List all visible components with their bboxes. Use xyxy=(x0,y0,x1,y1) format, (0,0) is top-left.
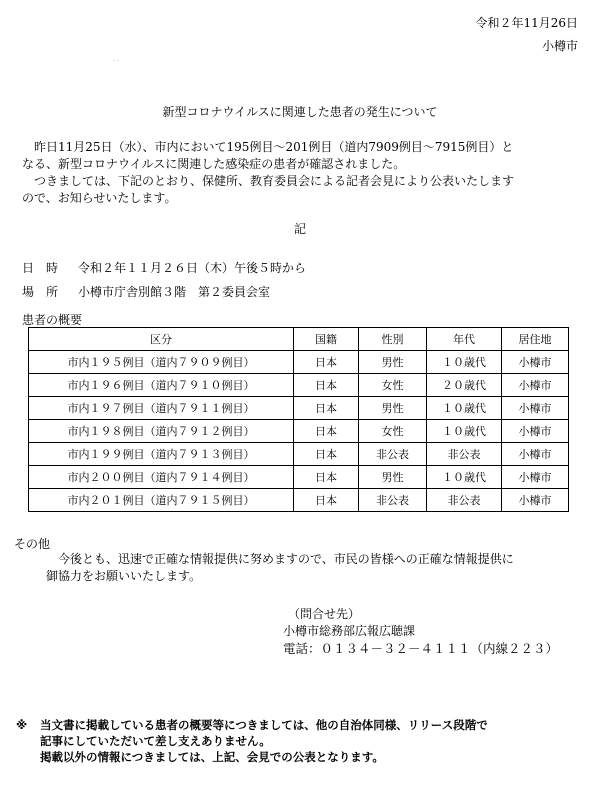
note-block xyxy=(40,717,590,765)
patients-table xyxy=(28,327,569,512)
contact-phone: 電話：０１３４－３２－４１１１（内線２２３） xyxy=(283,641,559,656)
other-heading: その他 xyxy=(14,537,51,551)
cell-category: 市内１９９例目（道内７９１３例目） xyxy=(29,443,294,466)
table-row xyxy=(29,420,569,443)
cell-category: 市内１９５例目（道内７９０９例目） xyxy=(29,351,294,374)
cell-nationality: 日本 xyxy=(294,443,359,466)
table-row xyxy=(29,374,569,397)
table-row xyxy=(29,466,569,489)
contact-label: （問合せ先） xyxy=(288,607,361,621)
schedule-date-value: 令和２年１１月２６日（木）午後５時から xyxy=(78,261,307,275)
schedule-place-value: 小樽市庁舎別館３階 第２委員会室 xyxy=(78,285,271,299)
table-row xyxy=(29,351,569,374)
cell-nationality: 日本 xyxy=(294,374,359,397)
note-line-3: 掲載以外の情報につきましては、上記、会見での公表となります。 xyxy=(40,750,384,764)
cell-nationality: 日本 xyxy=(294,466,359,489)
schedule-date-label: 日 時 xyxy=(22,261,59,275)
cell-sex: 非公表 xyxy=(359,443,427,466)
col-header: 居住地 xyxy=(502,328,569,351)
table-row xyxy=(29,489,569,512)
cell-sex: 女性 xyxy=(359,374,427,397)
document-title: 新型コロナウイルスに関連した患者の発生について xyxy=(162,105,438,119)
intro-paragraph xyxy=(22,139,582,207)
intro-line-2: なる、新型コロナウイルスに関連した感染症の患者が確認されました。 xyxy=(22,157,406,171)
cell-category: 市内１９８例目（道内７９１２例目） xyxy=(29,420,294,443)
table-row xyxy=(29,397,569,420)
cell-sex: 非公表 xyxy=(359,489,427,512)
other-line-2: 御協力をお願いいたします。 xyxy=(46,569,202,583)
cell-nationality: 日本 xyxy=(294,420,359,443)
cell-age: １０歳代 xyxy=(427,351,502,374)
cell-age: ２０歳代 xyxy=(427,374,502,397)
other-line-1: 今後とも、迅速で正確な情報提供に努めますので、市民の皆様への正確な情報提供に xyxy=(58,552,514,566)
cell-sex: 男性 xyxy=(359,466,427,489)
cell-sex: 男性 xyxy=(359,397,427,420)
ki-heading: 記 xyxy=(293,222,306,236)
cell-sex: 男性 xyxy=(359,351,427,374)
other-paragraph xyxy=(46,551,586,585)
cell-sex: 女性 xyxy=(359,420,427,443)
cell-residence: 小樽市 xyxy=(502,374,569,397)
cell-residence: 小樽市 xyxy=(502,420,569,443)
intro-line-4: ので、お知らせいたします。 xyxy=(22,191,177,205)
schedule-place-label: 場 所 xyxy=(22,285,59,299)
intro-line-1: 昨日11月25日（水）、市内において195例目～201例目（道内7909例目～7915例目）と xyxy=(22,140,514,154)
col-header: 年代 xyxy=(427,328,502,351)
cell-age: １０歳代 xyxy=(427,420,502,443)
cell-nationality: 日本 xyxy=(294,397,359,420)
cell-age: １０歳代 xyxy=(427,466,502,489)
cell-residence: 小樽市 xyxy=(502,489,569,512)
issuing-org: 小樽市 xyxy=(541,39,578,53)
col-header: 性別 xyxy=(359,328,427,351)
release-date: 令和２年11月26日 xyxy=(475,16,578,30)
scan-mark: · · xyxy=(113,58,119,65)
note-line-1: 当文書に掲載している患者の概要等につきましては、他の自治体同様、リリース段階で xyxy=(40,718,488,732)
cell-age: １０歳代 xyxy=(427,397,502,420)
cell-residence: 小樽市 xyxy=(502,443,569,466)
cell-age: 非公表 xyxy=(427,489,502,512)
intro-line-3: つきましては、下記のとおり、保健所、教育委員会による記者会見により公表いたします xyxy=(22,174,515,188)
table-row xyxy=(29,443,569,466)
contact-department: 小樽市総務部広報広聴課 xyxy=(283,624,416,638)
cell-nationality: 日本 xyxy=(294,351,359,374)
cell-residence: 小樽市 xyxy=(502,466,569,489)
table-header-row xyxy=(29,328,569,351)
note-mark: ※ xyxy=(16,718,28,732)
cell-residence: 小樽市 xyxy=(502,397,569,420)
cell-category: 市内１９６例目（道内７９１０例目） xyxy=(29,374,294,397)
cell-category: 市内１９７例目（道内７９１１例目） xyxy=(29,397,294,420)
cell-category: 市内２０１例目（道内７９１５例目） xyxy=(29,489,294,512)
cell-nationality: 日本 xyxy=(294,489,359,512)
patients-heading: 患者の概要 xyxy=(22,313,83,327)
note-line-2: 記事にしていただいて差し支えありません。 xyxy=(40,734,271,748)
cell-category: 市内２００例目（道内７９１４例目） xyxy=(29,466,294,489)
col-header: 区分 xyxy=(29,328,294,351)
cell-residence: 小樽市 xyxy=(502,351,569,374)
cell-age: 非公表 xyxy=(427,443,502,466)
col-header: 国籍 xyxy=(294,328,359,351)
